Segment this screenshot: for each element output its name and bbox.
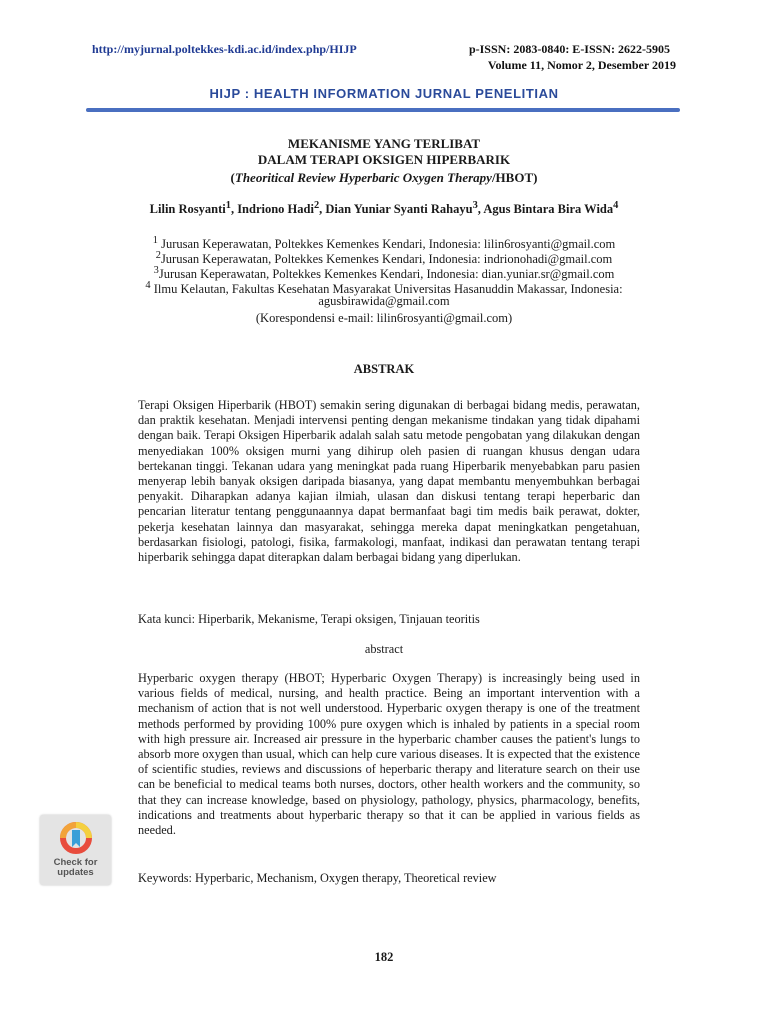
paper-title-line1: MEKANISME YANG TERLIBAT: [287, 136, 481, 151]
paper-title-line3: [0, 170, 768, 186]
journal-name: HIJP : HEALTH INFORMATION JURNAL PENELITIAN: [209, 86, 559, 101]
abstrak-heading: ABSTRAK: [353, 362, 415, 376]
affiliation-sup: 3: [153, 265, 159, 276]
keywords: Keywords: Hyperbaric, Mechanism, Oxygen therapy, Theoretical review: [138, 871, 497, 885]
affiliation-sup: 2: [155, 250, 161, 261]
kata-kunci: Kata kunci: Hiperbarik, Mekanisme, Terapi oksigen, Tinjauan teoritis: [138, 612, 480, 626]
affiliation-text: Jurusan Keperawatan, Poltekkes Kemenkes Kendari, Indonesia: indrionohadi@gmail.com: [160, 252, 613, 267]
author-name: Agus Bintara Bira Wida: [483, 202, 614, 217]
author-sep: ,: [230, 202, 238, 217]
crossmark-icon: [58, 820, 94, 856]
author-name: Indriono Hadi: [237, 202, 314, 217]
badge-line1: Check for: [53, 857, 98, 868]
badge-line2: updates: [57, 867, 94, 878]
affiliation-text: Jurusan Keperawatan, Poltekkes Kemenkes Kendari, Indonesia: lilin6rosyanti@gmail.com: [157, 237, 616, 252]
paper-title-line2: DALAM TERAPI OKSIGEN HIPERBARIK: [257, 152, 511, 167]
badge-label: [40, 858, 111, 878]
journal-url-link[interactable]: http://myjurnal.poltekkes-kdi.ac.id/index.php/HIJP: [92, 42, 357, 56]
author-sup: 4: [613, 200, 619, 211]
author-name: Lilin Rosyanti: [149, 202, 226, 217]
author-sup: 1: [225, 200, 231, 211]
correspondence: (Korespondensi e-mail: lilin6rosyanti@gmail.com): [255, 311, 513, 325]
author-sup: 3: [472, 200, 478, 211]
title-paren-open: (: [230, 170, 235, 185]
abstrak-body: Terapi Oksigen Hiperbarik (HBOT) semakin sering digunakan di berbagai bidang medis, perawatan, dan praktik kesehatan. Menjadi intervensi penting dengan mekanisme tindakan yang tidak dipahami dengan baik. Terapi Oksigen Hiperbarik adalah salah satu metode pengobatan yang dilakukan dengan menyediakan 100% oksigen murni yang dihirup oleh pasien di ruangan khusus dengan udara bertekanan tinggi. Tekanan udara yang meningkat pada ruang Hiperbarik menyebabkan paru pasien menyerap lebih banyak oksigen daripada biasanya, yang dapat membantu menyembuhkan berbagai penyakit. Diharapkan adanya kajian ilmiah, ulasan dan diskusi tentang terapi heperbaric dan pencarian literatur tentang penggunaannya dapat bermanfaat bagi tim medis baik perawat, dokter, pekerja kesehatan lainnya dan masyarakat, sehingga mereka dapat meningkatkan pengetahuan, berdasarkan fisiologi, patologi, fisika, farmakologi, manfaat, indikasi dan perawatan tentang terapi hiperbarik sehingga dapat diterapkan dalam berbagai bidang yang diperlukan.: [138, 398, 640, 565]
abstract-heading: abstract: [364, 642, 404, 656]
affiliation-4-email: agusbirawida@gmail.com: [318, 294, 450, 308]
author-list: [0, 200, 768, 217]
check-for-updates-badge[interactable]: [40, 815, 111, 885]
affiliation-sup: 1: [152, 235, 158, 246]
author-sep: ,: [477, 202, 484, 217]
abstract-body: Hyperbaric oxygen therapy (HBOT; Hyperbaric Oxygen Therapy) is increasingly being used in various fields of medical, nursing, and health practice. Being an important intervention with a mechanism of action that is not well understood. Hyperbaric oxygen therapy is one of the treatment methods performed by providing 100% pure oxygen which is inhaled by patients in a special room with high pressure air. Increased air pressure in the hyperbaric chamber causes the patient's lungs to absorb more oxygen than usual, which can help cure various diseases. It is expected that the existence of scientific studies, reviews and discussions of heperbaric therapy and literature search on their use can be beneficial to medical teams both nurses, doctors, other health workers and the community, so that they can increase knowledge, based on physiology, pathology, physics, pharmacology, benefits, indications and treatments about hyperbaric therapy so that it can be applied in various fields as needed.: [138, 671, 640, 838]
header-divider: [86, 108, 680, 112]
issn-text: p-ISSN: 2083-0840: E-ISSN: 2622-5905: [468, 42, 670, 56]
affiliation-text: Ilmu Kelautan, Fakultas Kesehatan Masyarakat Universitas Hasanuddin Makassar, Indonesia:: [150, 282, 623, 297]
author-name: Dian Yuniar Syanti Rahayu: [325, 202, 473, 217]
volume-text: Volume 11, Nomor 2, Desember 2019: [487, 58, 676, 72]
affiliation-text: Jurusan Keperawatan, Poltekkes Kemenkes Kendari, Indonesia: dian.yuniar.sr@gmail.com: [158, 267, 615, 282]
page-number: 182: [374, 950, 394, 964]
title-suffix: /HBOT): [491, 170, 538, 185]
title-italic: Theoritical Review Hyperbaric Oxygen Therapy: [234, 170, 492, 185]
author-sup: 2: [313, 200, 320, 211]
author-sep: ,: [319, 202, 326, 217]
affiliation-sup: 4: [145, 280, 151, 291]
